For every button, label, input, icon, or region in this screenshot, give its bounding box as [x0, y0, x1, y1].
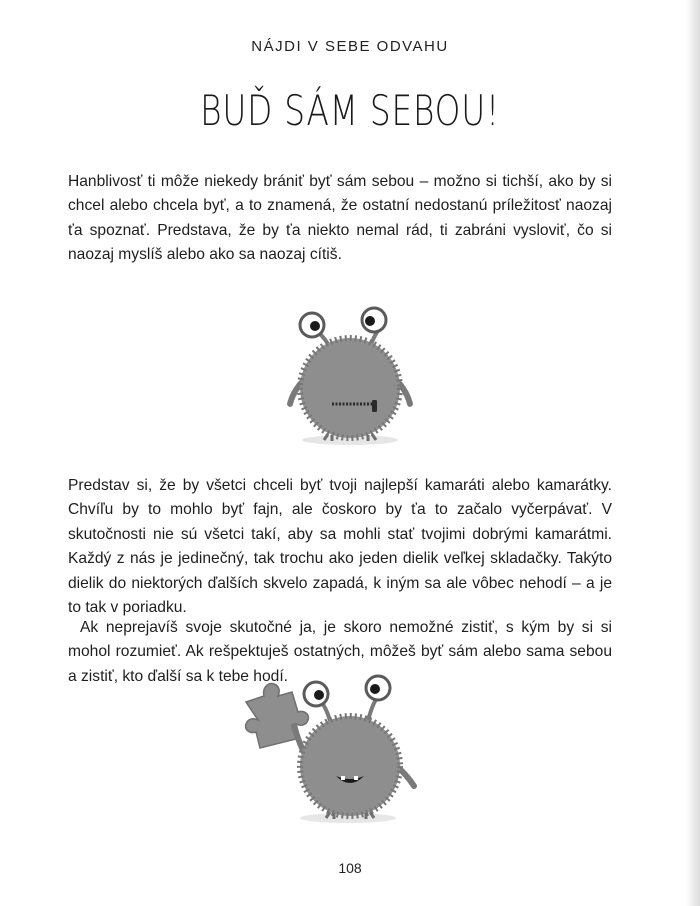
paragraph-2: Predstav si, že by všetci chceli byť tvoji najlepší kamaráti alebo kamarátky. Chvíľu by to mohlo byť fajn, ale čoskoro by ťa to začalo vyčerpávať. V skutočnosti nie sú všetci takí, aby sa mohli stať tvojimi dobrými kamarátmi. Každý z nás je jedinečný, tak trochu ako jeden dielik veľkej skladačky. Takýto dielik do niektorých ďalších skvelo zapadá, k iným sa ale vôbec nehodí – a je to tak v poriadku.: [68, 477, 612, 617]
page-edge-shadow: [686, 0, 700, 906]
fuzzy-monster-holding-puzzle-piece-icon: [238, 668, 438, 828]
page-title: BUĎ SÁM SEBOU!: [200, 86, 500, 135]
fuzzy-monster-zipped-mouth-icon: [270, 292, 430, 452]
running-header: NÁJDI V SEBE ODVAHU: [251, 38, 449, 55]
paragraph-3: Ak neprejavíš svoje skutočné ja, je skoro nemožné zistiť, s kým by si si mohol rozumieť. Ak rešpektuješ ostatných, môžeš byť sám alebo sama sebou a zistiť, kto ďalší sa k tebe hodí.: [68, 619, 612, 685]
page-number: 108: [338, 860, 362, 876]
paragraph-1: Hanblivosť ti môže niekedy brániť byť sám sebou – možno si tichší, ako by si chcel alebo chcela byť, a to znamená, že ostatní nedostanú príležitosť naozaj ťa spoznať. Predstava, že by ťa niekto nemal rád, ti zabráni vysloviť, čo si naozaj myslíš alebo ako sa naozaj cítiš.: [68, 173, 612, 264]
